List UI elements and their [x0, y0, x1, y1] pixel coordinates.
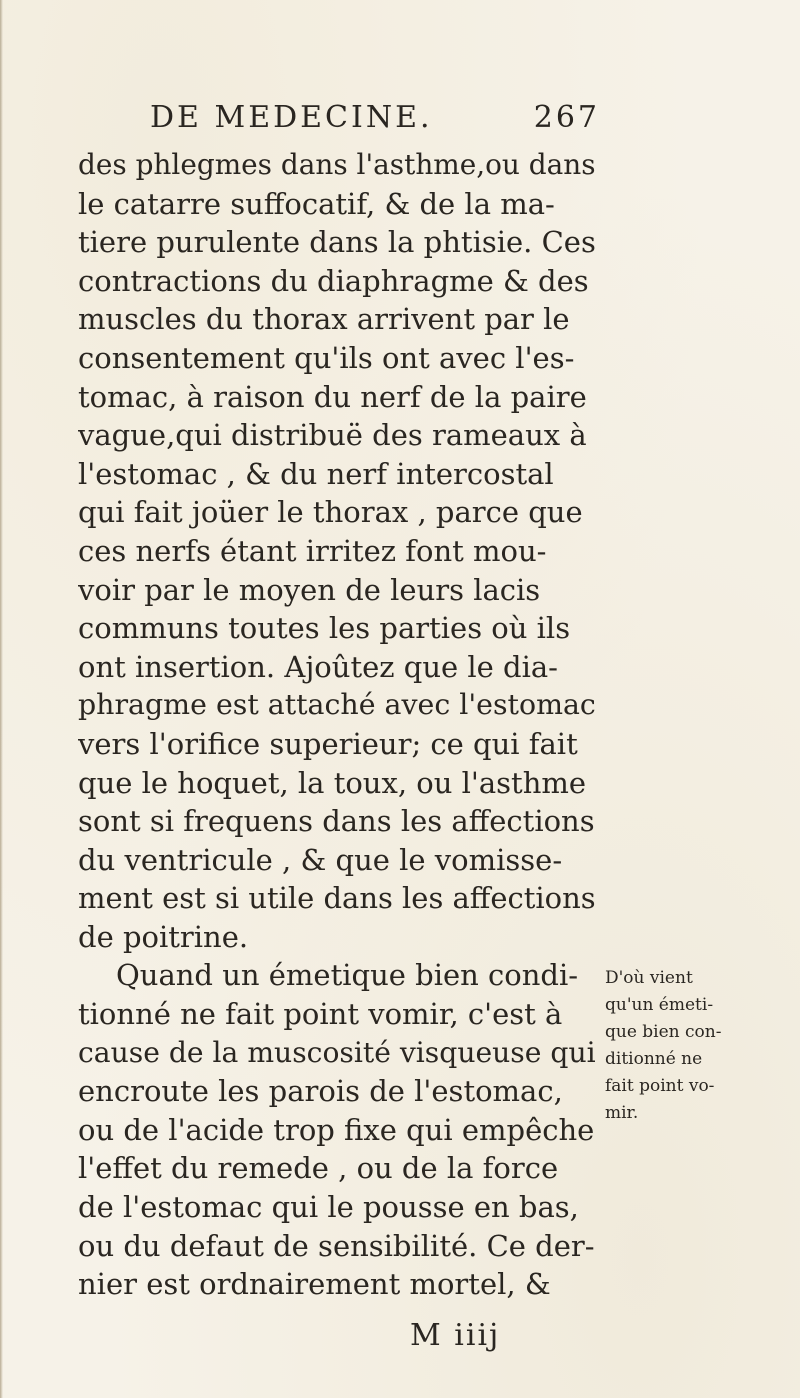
text-line: du ventricule , & que le vomisse- [78, 842, 563, 877]
text-line: que le hoquet, la toux, ou l'asthme [78, 765, 587, 800]
text-line: encroute les parois de l'estomac, [78, 1074, 563, 1109]
margin-note-line: qu'un émeti- [605, 995, 714, 1015]
margin-note [605, 965, 755, 1127]
text-line: consentement qu'ils ont avec l'es- [78, 340, 575, 375]
text-line: vague,qui distribuë des rameaux à [78, 418, 587, 453]
text-line: de poitrine. [78, 919, 249, 954]
running-title: DE MEDECINE. [150, 100, 433, 135]
running-header [150, 100, 600, 140]
text-line: de l'estomac qui le pousse en bas, [78, 1190, 579, 1225]
text-line: qui fait joüer le thorax , parce que [78, 495, 583, 530]
margin-note-line: que bien con- [605, 1022, 722, 1042]
text-line: ces nerfs étant irritez font mou- [78, 533, 547, 568]
text-line: phragme est attaché avec l'estomac [78, 688, 596, 722]
text-line: ou de l'acide trop fixe qui empêche [78, 1112, 595, 1147]
page-edge [0, 0, 3, 1398]
text-line: des phlegmes dans l'asthme,ou dans [78, 148, 596, 181]
margin-note-line: fait point vo- [605, 1076, 715, 1096]
margin-note-line: ditionné ne [605, 1049, 703, 1069]
text-line: contractions du diaphragme & des [78, 263, 589, 298]
text-line: muscles du thorax arrivent par le [78, 302, 570, 337]
text-line: tiere purulente dans la phtisie. Ces [78, 225, 596, 260]
body-text [78, 146, 596, 1304]
text-line: ment est si utile dans les affections [78, 881, 596, 916]
signature-mark: M iiij [410, 1318, 501, 1353]
margin-note-line: D'où vient [605, 968, 693, 988]
text-line: communs toutes les parties où ils [78, 611, 571, 646]
page-number: 267 [533, 100, 600, 135]
text-line: tomac, à raison du nerf de la paire [78, 379, 587, 414]
text-line: cause de la muscosité visqueuse qui [78, 1035, 596, 1069]
text-line: l'effet du remede , ou de la force [78, 1151, 559, 1186]
text-line: nier est ordnairement mortel, & [78, 1267, 551, 1302]
text-line: ou du defaut de sensibilité. Ce der- [78, 1228, 595, 1263]
text-line: vers l'orifice superieur; ce qui fait [78, 726, 578, 761]
text-line: voir par le moyen de leurs lacis [78, 572, 541, 607]
text-line: Quand un émetique bien condi- [116, 958, 579, 993]
text-line: le catarre suffocatif, & de la ma- [78, 186, 555, 221]
text-line: l'estomac , & du nerf intercostal [78, 456, 554, 491]
text-line: sont si frequens dans les affections [78, 804, 595, 839]
margin-note-line: mir. [605, 1103, 639, 1123]
text-line: tionné ne fait point vomir, c'est à [78, 997, 563, 1032]
text-line: ont insertion. Ajoûtez que le dia- [78, 649, 558, 684]
